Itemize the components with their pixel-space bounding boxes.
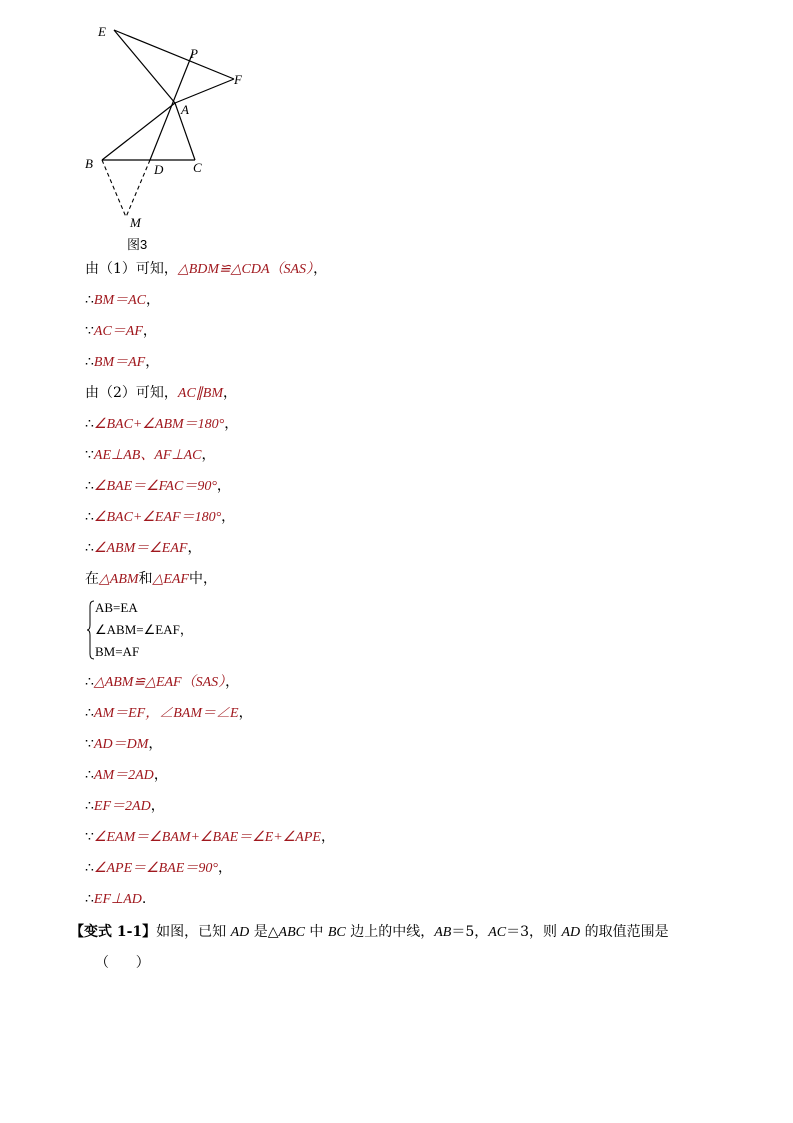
- proof-step: ∴EF＝2AD，: [85, 798, 165, 814]
- label-C: C: [193, 160, 202, 175]
- line-EF: [114, 30, 234, 79]
- proof-step: ∴EF⊥AD.: [85, 891, 147, 907]
- variant-problem: 【变式 1-1】如图，已知 AD 是△ABC 中 BC 边上的中线，AB＝5，AC＝3，则 AD 的取值范围是: [70, 924, 669, 940]
- line-EA: [114, 30, 175, 103]
- proof-step: 由（2）可知，AC∥BM，: [85, 385, 238, 401]
- proof-step: ∴∠ABM＝∠EAF，: [85, 540, 202, 556]
- proof-step: ∵AE⊥AB、AF⊥AC，: [85, 447, 216, 463]
- system-line: AB=EA: [95, 600, 138, 615]
- proof-step: 由（1）可知，△BDM≌△CDA（SAS），: [85, 261, 328, 277]
- proof-step: ∵∠EAM＝∠BAM+∠BAE＝∠E+∠APE，: [85, 829, 335, 845]
- label-D: D: [154, 162, 164, 177]
- proof-step: ∵AD＝DM，: [85, 736, 163, 752]
- proof-step: ∴∠BAE＝∠FAC＝90°，: [85, 478, 231, 494]
- label-M: M: [130, 215, 141, 230]
- system-line: ∠ABM=∠EAF，: [95, 622, 193, 637]
- equation-system: [86, 600, 226, 664]
- proof-step: ∴BM＝AC，: [85, 292, 161, 308]
- label-E: E: [98, 24, 106, 39]
- variant-tag: 【变式 1-1】: [70, 924, 157, 940]
- answer-blank: （ ）: [95, 955, 150, 971]
- label-F: F: [234, 72, 242, 87]
- label-P: P: [190, 46, 198, 61]
- line-DM: [126, 160, 150, 217]
- line-AF: [175, 79, 234, 103]
- proof-step: 在△ABM和△EAF中，: [85, 571, 217, 587]
- proof-step: ∴∠BAC+∠EAF＝180°，: [85, 509, 236, 525]
- figure-caption: 图3: [127, 237, 148, 252]
- geometry-figure: [80, 22, 260, 254]
- system-line: BM=AF: [95, 644, 140, 659]
- line-BM: [102, 160, 126, 217]
- proof-step: ∴∠BAC+∠ABM＝180°，: [85, 416, 239, 432]
- proof-step: ∵AC＝AF，: [85, 323, 157, 339]
- label-A: A: [181, 102, 189, 117]
- proof-step: ∴△ABM≌△EAF（SAS），: [85, 674, 240, 690]
- line-AB: [102, 103, 175, 160]
- figure-lines: [80, 22, 260, 254]
- label-B: B: [85, 156, 93, 171]
- proof-step: ∴BM＝AF，: [85, 354, 160, 370]
- proof-step: ∴∠APE＝∠BAE＝90°，: [85, 860, 232, 876]
- proof-step: ∴AM＝EF，∠BAM＝∠E，: [85, 705, 253, 721]
- proof-step: ∴AM＝2AD，: [85, 767, 168, 783]
